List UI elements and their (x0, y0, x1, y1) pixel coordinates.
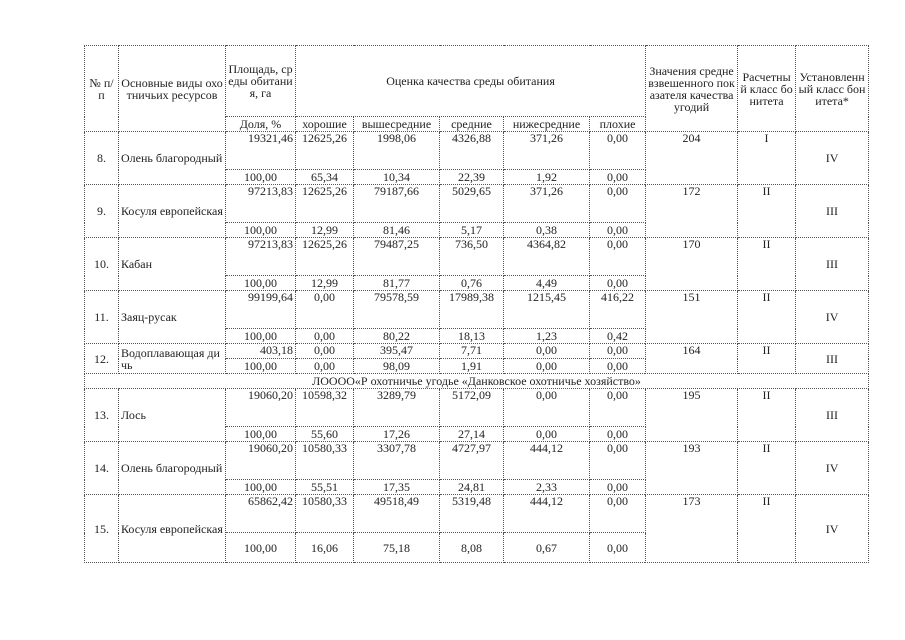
row-bad-pct: 0,00 (590, 276, 646, 291)
row-calc-class: II (738, 344, 796, 374)
row-above-avg-pct: 10,34 (354, 170, 440, 185)
row-above-avg-pct: 75,18 (354, 533, 440, 563)
row-avg-pct: 22,39 (440, 170, 504, 185)
row-avg: 7,71 (440, 344, 504, 359)
header-species: Основные виды охотничьих ресурсов (119, 46, 226, 132)
row-set-class: IV (796, 495, 869, 563)
row-above-avg-pct: 17,26 (354, 427, 440, 442)
row-set-class: III (796, 238, 869, 291)
row-no: 14. (85, 442, 119, 495)
table-row (85, 442, 869, 480)
row-above-avg-pct: 81,46 (354, 223, 440, 238)
row-good: 12625,26 (296, 185, 354, 223)
row-no: 12. (85, 344, 119, 374)
row-bad: 0,00 (590, 132, 646, 170)
row-area: 65862,42 (226, 495, 296, 533)
row-weighted: 173 (646, 495, 738, 563)
header-weighted: Значения средневзвешенного показателя качества угодий (646, 46, 738, 132)
row-above-avg: 49518,49 (354, 495, 440, 533)
table-row (85, 344, 869, 359)
row-weighted: 170 (646, 238, 738, 291)
row-area: 19321,46 (226, 132, 296, 170)
row-no: 10. (85, 238, 119, 291)
row-below-avg-pct: 1,92 (504, 170, 590, 185)
row-below-avg: 4364,82 (504, 238, 590, 276)
row-area: 97213,83 (226, 185, 296, 223)
row-avg-pct: 8,08 (440, 533, 504, 563)
row-species: Косуля европейская (119, 185, 226, 238)
row-avg: 736,50 (440, 238, 504, 276)
header-avg: средние (440, 117, 504, 132)
row-share: 100,00 (226, 170, 296, 185)
row-good-pct: 55,51 (296, 480, 354, 495)
row-avg: 5029,65 (440, 185, 504, 223)
row-calc-class: II (738, 495, 796, 563)
row-bad: 0,00 (590, 344, 646, 359)
row-avg-pct: 18,13 (440, 329, 504, 344)
bonitet-table (84, 45, 869, 563)
row-avg: 17989,38 (440, 291, 504, 329)
row-avg: 5319,48 (440, 495, 504, 533)
row-below-avg-pct: 1,23 (504, 329, 590, 344)
row-good: 10580,33 (296, 495, 354, 533)
header-share: Доля, % (226, 117, 296, 132)
row-above-avg: 79578,59 (354, 291, 440, 329)
row-avg-pct: 0,76 (440, 276, 504, 291)
row-share: 100,00 (226, 533, 296, 563)
row-species: Заяц-русак (119, 291, 226, 344)
row-below-avg: 1215,45 (504, 291, 590, 329)
row-area: 19060,20 (226, 389, 296, 427)
row-bad-pct: 0,42 (590, 329, 646, 344)
row-below-avg: 0,00 (504, 389, 590, 427)
row-above-avg-pct: 17,35 (354, 480, 440, 495)
header-bad: плохие (590, 117, 646, 132)
row-no: 8. (85, 132, 119, 185)
row-calc-class: II (738, 389, 796, 442)
row-share: 100,00 (226, 276, 296, 291)
header-calc-class: Расчетный класс бонитета (738, 46, 796, 132)
row-set-class: III (796, 185, 869, 238)
row-bad-pct: 0,00 (590, 170, 646, 185)
row-above-avg: 3307,78 (354, 442, 440, 480)
row-below-avg-pct: 4,49 (504, 276, 590, 291)
row-set-class: III (796, 344, 869, 374)
row-good: 10598,32 (296, 389, 354, 427)
row-below-avg-pct: 2,33 (504, 480, 590, 495)
row-calc-class: II (738, 238, 796, 291)
row-avg-pct: 27,14 (440, 427, 504, 442)
row-good-pct: 55,60 (296, 427, 354, 442)
table-row (85, 185, 869, 223)
row-area: 97213,83 (226, 238, 296, 276)
row-above-avg: 79487,25 (354, 238, 440, 276)
row-share: 100,00 (226, 480, 296, 495)
row-avg-pct: 24,81 (440, 480, 504, 495)
header-below-avg: нижесредние (504, 117, 590, 132)
row-weighted: 204 (646, 132, 738, 185)
header-no: № п/п (85, 46, 119, 132)
header-set-class: Установленный класс бонитета* (796, 46, 869, 132)
table-row (85, 389, 869, 427)
row-above-avg-pct: 98,09 (354, 359, 440, 374)
row-no: 13. (85, 389, 119, 442)
row-species: Водоплавающая дичь (119, 344, 226, 374)
row-good: 10580,33 (296, 442, 354, 480)
row-bad-pct: 0,00 (590, 223, 646, 238)
row-species: Олень благородный (119, 442, 226, 495)
row-species: Олень благородный (119, 132, 226, 185)
row-above-avg: 3289,79 (354, 389, 440, 427)
row-no: 15. (85, 495, 119, 563)
row-species: Кабан (119, 238, 226, 291)
row-species: Лось (119, 389, 226, 442)
row-bad: 0,00 (590, 442, 646, 480)
row-avg: 5172,09 (440, 389, 504, 427)
row-set-class: III (796, 389, 869, 442)
row-above-avg-pct: 81,77 (354, 276, 440, 291)
row-good: 12625,26 (296, 132, 354, 170)
row-weighted: 172 (646, 185, 738, 238)
row-share: 100,00 (226, 223, 296, 238)
table-row (85, 495, 869, 533)
table-row (85, 132, 869, 170)
row-avg: 4326,88 (440, 132, 504, 170)
row-good-pct: 12,99 (296, 223, 354, 238)
row-good-pct: 0,00 (296, 329, 354, 344)
row-bad-pct: 0,00 (590, 480, 646, 495)
row-calc-class: II (738, 291, 796, 344)
row-avg-pct: 5,17 (440, 223, 504, 238)
row-below-avg: 444,12 (504, 442, 590, 480)
row-no: 9. (85, 185, 119, 238)
row-good-pct: 0,00 (296, 359, 354, 374)
header-quality: Оценка качества среды обитания (296, 46, 646, 117)
row-below-avg-pct: 0,67 (504, 533, 590, 563)
row-above-avg: 395,47 (354, 344, 440, 359)
row-below-avg: 0,00 (504, 344, 590, 359)
row-area: 403,18 (226, 344, 296, 359)
row-above-avg-pct: 80,22 (354, 329, 440, 344)
row-calc-class: II (738, 442, 796, 495)
row-bad: 0,00 (590, 185, 646, 223)
row-set-class: IV (796, 442, 869, 495)
row-bad: 0,00 (590, 495, 646, 533)
row-below-avg: 371,26 (504, 185, 590, 223)
row-good: 0,00 (296, 291, 354, 329)
row-good-pct: 12,99 (296, 276, 354, 291)
row-share: 100,00 (226, 427, 296, 442)
table-row (85, 291, 869, 329)
section-title: ЛОООО«Р охотничье угодье «Данковское охотничье хозяйство» (85, 374, 869, 389)
row-avg-pct: 1,91 (440, 359, 504, 374)
row-share: 100,00 (226, 329, 296, 344)
row-avg: 4727,97 (440, 442, 504, 480)
row-area: 99199,64 (226, 291, 296, 329)
row-set-class: IV (796, 291, 869, 344)
row-area: 19060,20 (226, 442, 296, 480)
row-weighted: 151 (646, 291, 738, 344)
row-weighted: 164 (646, 344, 738, 374)
row-above-avg: 1998,06 (354, 132, 440, 170)
row-share: 100,00 (226, 359, 296, 374)
row-good-pct: 16,06 (296, 533, 354, 563)
row-below-avg-pct: 0,00 (504, 427, 590, 442)
row-bad-pct: 0,00 (590, 533, 646, 563)
row-bad: 0,00 (590, 389, 646, 427)
section-row (85, 374, 869, 389)
header-area: Площадь, среды обитания, га (226, 46, 296, 117)
row-calc-class: II (738, 185, 796, 238)
row-below-avg-pct: 0,00 (504, 359, 590, 374)
row-good: 12625,26 (296, 238, 354, 276)
row-above-avg: 79187,66 (354, 185, 440, 223)
row-below-avg-pct: 0,38 (504, 223, 590, 238)
table-row (85, 238, 869, 276)
row-good: 0,00 (296, 344, 354, 359)
row-bad-pct: 0,00 (590, 359, 646, 374)
row-weighted: 195 (646, 389, 738, 442)
row-below-avg: 444,12 (504, 495, 590, 533)
header-good: хорошие (296, 117, 354, 132)
row-set-class: IV (796, 132, 869, 185)
row-good-pct: 65,34 (296, 170, 354, 185)
row-bad-pct: 0,00 (590, 427, 646, 442)
row-bad: 0,00 (590, 238, 646, 276)
row-bad: 416,22 (590, 291, 646, 329)
row-calc-class: I (738, 132, 796, 185)
row-below-avg: 371,26 (504, 132, 590, 170)
row-weighted: 193 (646, 442, 738, 495)
row-species: Косуля европейская (119, 495, 226, 563)
header-above-avg: вышесредние (354, 117, 440, 132)
row-no: 11. (85, 291, 119, 344)
